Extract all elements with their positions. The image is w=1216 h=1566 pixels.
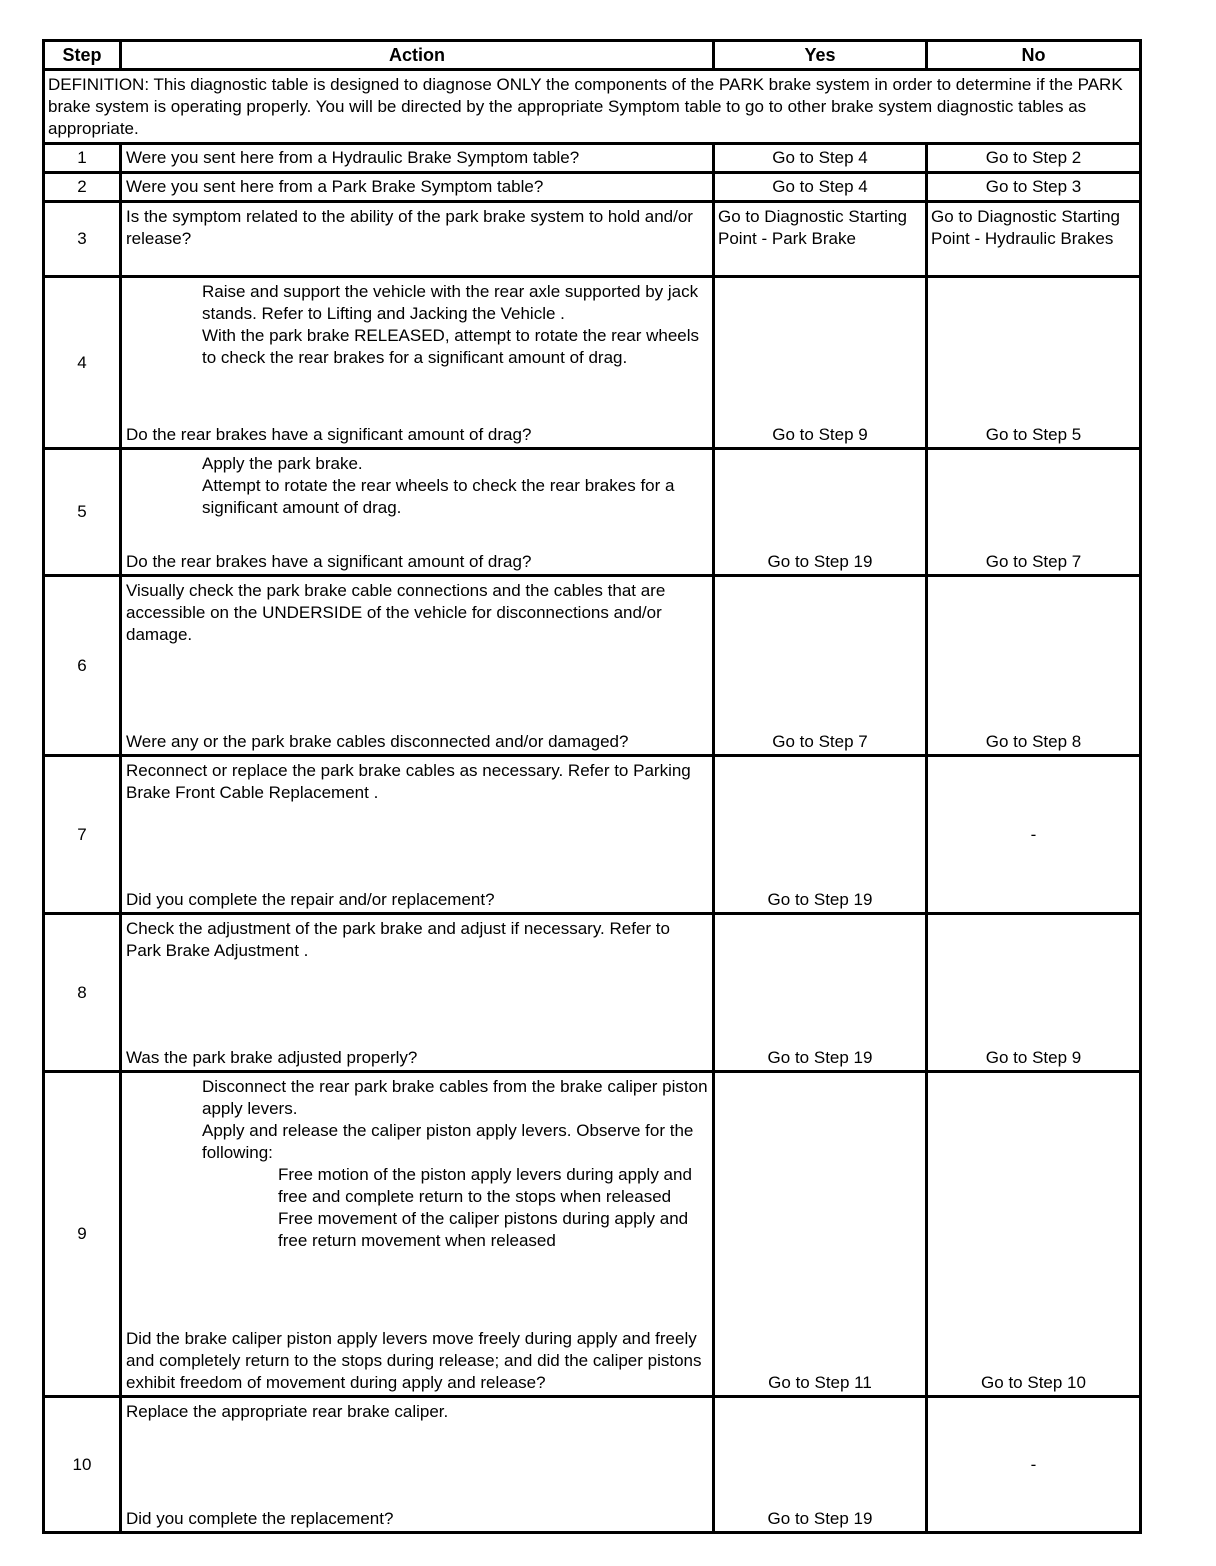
step-question: Did you complete the replacement? — [126, 1509, 394, 1528]
header-step: Step — [44, 41, 121, 70]
table-row — [44, 1072, 1141, 1397]
table-row — [44, 449, 1141, 576]
yes-result: Go to Step 11 — [714, 1072, 927, 1397]
step-number: 7 — [44, 756, 121, 914]
table-row — [44, 202, 1141, 277]
diagnostic-table — [42, 39, 1142, 1534]
step-question: Was the park brake adjusted properly? — [126, 1048, 418, 1067]
step-number: 6 — [44, 576, 121, 756]
no-result: - — [927, 756, 1141, 914]
step-number: 9 — [44, 1072, 121, 1397]
yes-result: Go to Step 19 — [714, 449, 927, 576]
instruction: Raise and support the vehicle with the rear axle supported by jack stands. Refer to Lifting and Jacking the Vehicle . — [202, 282, 699, 323]
step-action — [121, 277, 714, 449]
instruction: Apply and release the caliper piston apply levers. Observe for the following: — [202, 1121, 694, 1162]
step-action — [121, 1072, 714, 1397]
definition-text: DEFINITION: This diagnostic table is designed to diagnose ONLY the components of the PARK brake system in order to determine if the PARK brake system is operating properly. You will be directed by the appropriate Symptom table to go to other brake system diagnostic tables as appropriate. — [44, 70, 1141, 144]
step-action — [121, 914, 714, 1072]
no-result: Go to Step 7 — [927, 449, 1141, 576]
step-number: 3 — [44, 202, 121, 277]
step-question: Were you sent here from a Park Brake Symptom table? — [121, 173, 714, 202]
table-row — [44, 914, 1141, 1072]
step-action — [121, 449, 714, 576]
no-result: - — [927, 1397, 1141, 1533]
yes-result: Go to Step 4 — [714, 173, 927, 202]
header-yes: Yes — [714, 41, 927, 70]
instruction: Check the adjustment of the park brake and adjust if necessary. Refer to Park Brake Adjustment . — [126, 919, 670, 960]
step-action — [121, 1397, 714, 1533]
instruction: With the park brake RELEASED, attempt to rotate the rear wheels to check the rear brakes for a significant amount of drag. — [202, 326, 700, 367]
step-question: Is the symptom related to the ability of the park brake system to hold and/or release? — [121, 202, 714, 277]
header-no: No — [927, 41, 1141, 70]
step-number: 5 — [44, 449, 121, 576]
step-action — [121, 756, 714, 914]
step-action — [121, 576, 714, 756]
definition-row — [44, 70, 1141, 144]
step-question: Do the rear brakes have a significant amount of drag? — [126, 552, 532, 571]
yes-result: Go to Step 9 — [714, 277, 927, 449]
step-question: Did you complete the repair and/or replacement? — [126, 890, 495, 909]
table-row — [44, 277, 1141, 449]
table-row — [44, 756, 1141, 914]
yes-result: Go to Diagnostic Starting Point - Park Brake — [714, 202, 927, 277]
table-row — [44, 173, 1141, 202]
table-row — [44, 144, 1141, 173]
table-row — [44, 576, 1141, 756]
step-question: Were any or the park brake cables disconnected and/or damaged? — [126, 732, 629, 751]
yes-result: Go to Step 19 — [714, 756, 927, 914]
no-result: Go to Step 5 — [927, 277, 1141, 449]
instruction: Attempt to rotate the rear wheels to check the rear brakes for a significant amount of drag. — [202, 476, 675, 517]
instruction: Reconnect or replace the park brake cables as necessary. Refer to Parking Brake Front Cable Replacement . — [126, 761, 691, 802]
instruction: Apply the park brake. — [202, 454, 363, 473]
step-number: 1 — [44, 144, 121, 173]
instruction: Disconnect the rear park brake cables from the brake caliper piston apply levers. — [202, 1077, 708, 1118]
step-number: 2 — [44, 173, 121, 202]
step-question: Do the rear brakes have a significant amount of drag? — [126, 425, 532, 444]
no-result: Go to Diagnostic Starting Point - Hydraulic Brakes — [927, 202, 1141, 277]
sub-instruction: Free movement of the caliper pistons during apply and free return movement when released — [278, 1209, 689, 1250]
step-number: 8 — [44, 914, 121, 1072]
no-result: Go to Step 10 — [927, 1072, 1141, 1397]
step-number: 10 — [44, 1397, 121, 1533]
table-row — [44, 1397, 1141, 1533]
no-result: Go to Step 2 — [927, 144, 1141, 173]
sub-instruction: Free motion of the piston apply levers during apply and free and complete return to the stops when released — [278, 1165, 692, 1206]
yes-result: Go to Step 7 — [714, 576, 927, 756]
no-result: Go to Step 9 — [927, 914, 1141, 1072]
header-action: Action — [121, 41, 714, 70]
step-question: Did the brake caliper piston apply levers move freely during apply and freely and completely return to the stops during release; and did the caliper pistons exhibit freedom of movement during apply and release? — [126, 1329, 702, 1392]
header-row — [44, 41, 1141, 70]
no-result: Go to Step 8 — [927, 576, 1141, 756]
step-question: Were you sent here from a Hydraulic Brake Symptom table? — [121, 144, 714, 173]
yes-result: Go to Step 4 — [714, 144, 927, 173]
no-result: Go to Step 3 — [927, 173, 1141, 202]
instruction: Visually check the park brake cable connections and the cables that are accessible on the UNDERSIDE of the vehicle for disconnections and/or damage. — [126, 581, 666, 644]
yes-result: Go to Step 19 — [714, 1397, 927, 1533]
yes-result: Go to Step 19 — [714, 914, 927, 1072]
step-number: 4 — [44, 277, 121, 449]
instruction: Replace the appropriate rear brake caliper. — [126, 1402, 449, 1421]
